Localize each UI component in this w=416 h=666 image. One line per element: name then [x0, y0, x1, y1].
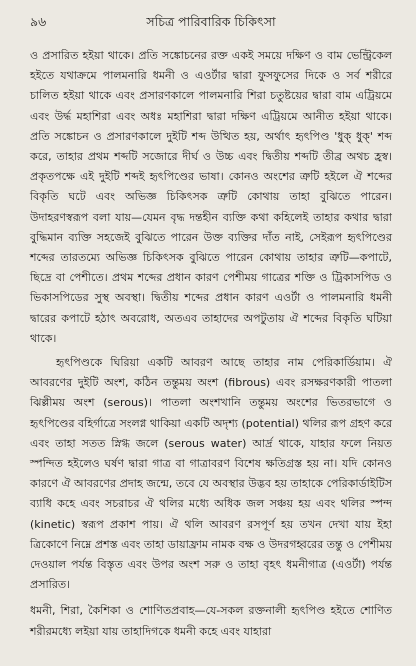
page-number: ৯৬	[30, 14, 47, 29]
paragraph-heart-sounds: ও প্রসারিত হইয়া থাকে। প্রতি সঙ্কোচনের রক্ত একই সময়ে দক্ষিণ ও বাম ভেন্ট্রিকেল হইতে যথাক্রমে পালমনারি ধমনী ও এওর্টার দ্বারা ফুসফুসের দিকে ও সর্ব শরীরে চালিত হইয়া থাকে এবং প্রসারণকালে পালমনারি শিরা চতুষ্টয়ের দ্বারা বাম এট্রিয়মে এবং উর্দ্ধ মহাশিরা এবং অধঃ মহাশিরা দ্বারা দক্ষিণ এট্রিয়মে আনীত হইয়া থাকে। প্রতি সঙ্কোচন ও প্রসারণকালে দুইটি শব্দ উত্থিত হয়, অর্থাৎ হৃৎপিণ্ড 'ধুক্ ধুক্' শব্দ করে, তাহার প্রথম শব্দটি সজোরে দীর্ঘ ও উচ্চ এবং দ্বিতীয় শব্দটি তীব্র অথচ হ্রস্ব। প্রকৃতপক্ষে এই দুইটি শব্দই হৃৎপিণ্ডের ভাষা। কোনও অংশের ত্রুটি হইলে ঐ শব্দের বিকৃতি ঘটে এবং অভিজ্ঞ চিকিৎসক ত্রুটি কোথায় তাহা বুঝিতে পারেন। উদাহরণস্বরূপ বলা যায়—যেমন বৃদ্ধ দন্তহীন ব্যক্তি কথা কহিলেই তাহার কথার দ্বারা বুদ্ধিমান ব্যক্তি সহজেই বুঝিতে পারেন উক্ত ব্যক্তির দাঁত নাই, সেইরূপ হৃৎপিণ্ডের শব্দের তারতম্যে অভিজ্ঞ চিকিৎসক বুঝিতে পারেন কোথায় তাহার ত্রুটি—কপাটে, ছিদ্রে বা পেশীতে। প্রথম শব্দের প্রধান কারণ পেশীময় গাত্রের শক্তি ও ট্রিকাসপিড ও ভিকাসপিডের সুস্থ অবস্থা। দ্বিতীয় শব্দের প্রধান কারণ এওর্টা ও পালমনারি ধমনী দ্বারের কপাটে হঠাৎ অবরোধ, অতএব তাহাদের অপটুতায় ঐ শব্দের বিকৃতি ঘটিয়া থাকে।	[30, 49, 392, 345]
page-body	[30, 46, 392, 642]
paragraph-vessels: ধমনী, শিরা, কৈশিকা ও শোণিতপ্রবাহ—যে-সকল রক্তনালী হৃৎপিণ্ড হইতে শোণিত শরীরমধ্যে লইয়া যায় তাহাদিগকে ধমনী কহে এবং যাহারা	[30, 604, 392, 638]
running-title: সচিত্র পারিবারিক চিকিৎসা	[146, 14, 276, 29]
paragraph-pericardium: হৃৎপিণ্ডকে ঘিরিয়া একটি আবরণ আছে তাহার নাম পেরিকার্ডিয়াম। ঐ আবরণের দুইটি অংশ, কঠিন তন্তুময় অংশ (fibrous) এবং রসক্ষরণকারী পাতলা ঝিল্লীময় অংশ (serous)। পাতলা অংশখানি তন্তুময় অংশের ভিতরভাগে ও হৃৎপিণ্ডের বহির্গাত্রে সংলগ্ন থাকিয়া একটি অদৃশ্য (potential) থলির রূপ গ্রহণ করে এবং তাহা সতত স্নিগ্ধ জলে (serous water) আর্দ্র থাকে, যাহার ফলে নিয়ত স্পন্দিত হইলেও ঘর্ষণ দ্বারা গাত্র বা গাত্রাবরণ বিশেষ ক্ষতিগ্রস্ত হয় না। যদি কোনও কারণে ঐ আবরণের প্রদাহ জন্মে, তবে যে অবস্থার উদ্ভব হয় তাহাকে পেরিকার্ডাইটিস ব্যাধি কহে এবং সচরাচর ঐ থলির মধ্যে অধিক জল সঞ্চয় হয় এবং থলির স্পন্দ (kinetic) স্বরূপ প্রকাশ পায়। ঐ থলি আবরণ রসপূর্ণ হয় তখন দেখা যায় ইহা ত্রিকোণে নিম্নে প্রশস্ত এবং তাহা ডায়াফ্রাম নামক বক্ষ ও উদরগহ্বরের তন্তু ও পেশীময় দেওয়াল পর্যন্ত বিস্তৃত এবং উপর অংশ সরু ও তাহা বৃহৎ ধমনীগাত্র (এওর্টা) পর্যন্ত প্রসারিত।	[30, 356, 392, 592]
page-header	[30, 14, 392, 36]
